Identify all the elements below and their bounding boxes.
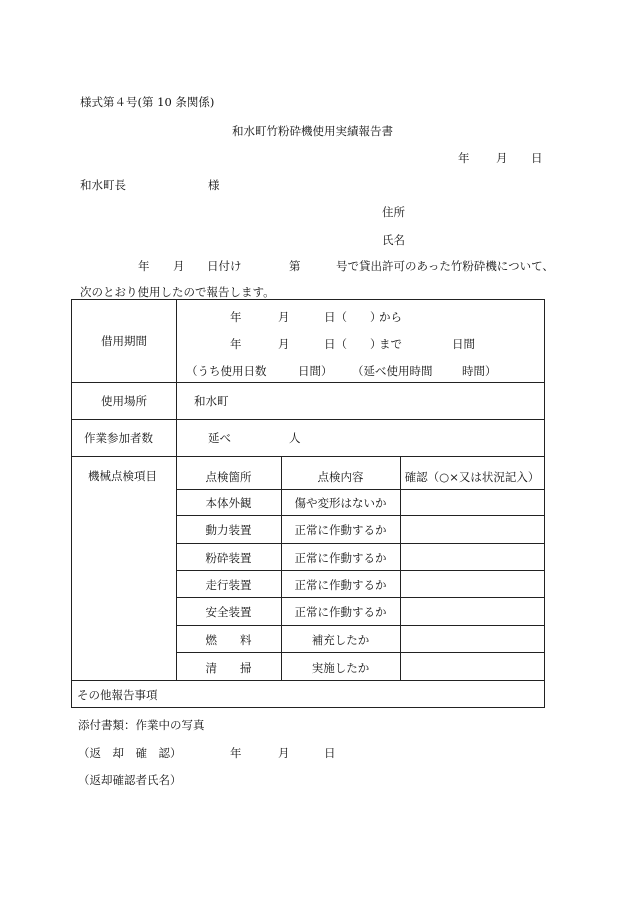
name-label: 氏名	[382, 233, 405, 247]
table-line	[71, 707, 545, 708]
use-days-close: 日間）	[298, 364, 333, 378]
period-from-month: 月	[278, 310, 290, 324]
inspection-label: 機械点検項目	[88, 469, 157, 483]
inspection-row-3-content: 正常に作動するか	[294, 551, 387, 565]
period-to-month: 月	[278, 337, 290, 351]
document-title: 和水町竹粉砕機使用実績報告書	[232, 124, 393, 138]
period-days: 日間	[452, 337, 475, 351]
period-from-text: から	[379, 310, 402, 324]
inspection-row-2-item: 動力装置	[205, 523, 252, 537]
intro-month: 月	[173, 259, 185, 273]
inspection-row-3-item: 粉砕装置	[205, 551, 252, 565]
attachments: 添付書類：作業中の写真	[78, 718, 205, 732]
intro-date-suffix: 日付け	[207, 259, 242, 273]
inspection-row-5-content: 正常に作動するか	[294, 605, 387, 619]
inspection-header-confirm: 確認（○×又は状況記入）	[404, 470, 540, 484]
period-to-text: まで	[379, 337, 402, 351]
participants-label: 作業参加者数	[84, 431, 153, 445]
intro-number-prefix: 第	[289, 259, 301, 273]
return-day: 日	[324, 746, 336, 760]
inspection-row-4-item: 走行装置	[205, 578, 252, 592]
inspection-row-5-item: 安全装置	[205, 605, 252, 619]
address-label: 住所	[382, 205, 405, 219]
table-line	[71, 419, 545, 420]
inspection-row-4-content: 正常に作動するか	[294, 578, 387, 592]
total-hours-open: （延べ使用時間	[352, 364, 433, 378]
return-confirm-label: （返 却 確 認）	[78, 746, 182, 760]
table-line	[176, 652, 545, 653]
period-to-day: 日（ ）	[324, 337, 382, 351]
table-line	[176, 597, 545, 598]
table-line	[71, 680, 545, 681]
participants-prefix: 延べ	[208, 431, 231, 445]
table-line	[176, 570, 545, 571]
table-line	[544, 299, 545, 708]
addressee-name: 和水町長	[80, 178, 126, 192]
inspection-row-2-content: 正常に作動するか	[294, 523, 387, 537]
date-month-label: 月	[496, 151, 508, 165]
inspection-row-6-item: 燃 料	[205, 633, 252, 647]
intro-line1-tail: 号で貸出許可のあった竹粉砕機について、	[336, 259, 554, 273]
table-line	[176, 299, 177, 680]
table-line	[71, 299, 545, 300]
table-line	[176, 515, 545, 516]
participants-unit: 人	[289, 431, 301, 445]
period-to-year: 年	[230, 337, 242, 351]
table-line	[71, 382, 545, 383]
addressee-honorific: 様	[208, 178, 220, 192]
inspection-row-6-content: 補充したか	[311, 633, 370, 647]
other-label: その他報告事項	[77, 688, 158, 702]
inspection-row-7-content: 実施したか	[311, 661, 370, 675]
inspection-header-item: 点検箇所	[205, 470, 252, 484]
table-line	[71, 456, 545, 457]
inspection-row-1-item: 本体外観	[205, 496, 252, 510]
table-line	[176, 625, 545, 626]
date-day-label: 日	[531, 151, 543, 165]
period-from-year: 年	[230, 310, 242, 324]
return-confirmer: （返却確認者氏名）	[78, 773, 182, 787]
table-line	[176, 489, 545, 490]
inspection-row-7-item: 清 掃	[205, 661, 252, 675]
total-hours-close: 時間）	[462, 364, 497, 378]
inspection-row-1-content: 傷や変形はないか	[294, 496, 387, 510]
table-line	[71, 299, 72, 708]
table-line	[176, 543, 545, 544]
period-from-day: 日（ ）	[324, 310, 382, 324]
form-number: 様式第４号(第 10 条関係)	[80, 95, 215, 109]
return-month: 月	[278, 746, 290, 760]
use-days-open: （うち使用日数	[186, 364, 267, 378]
return-year: 年	[230, 746, 242, 760]
period-label: 借用期間	[101, 334, 147, 348]
location-label: 使用場所	[101, 394, 147, 408]
location-value: 和水町	[194, 394, 229, 408]
date-year-label: 年	[458, 151, 470, 165]
intro-line2: 次のとおり使用したので報告します。	[80, 285, 275, 299]
inspection-header-content: 点検内容	[317, 470, 364, 484]
intro-year: 年	[138, 259, 150, 273]
table-line	[400, 456, 401, 680]
